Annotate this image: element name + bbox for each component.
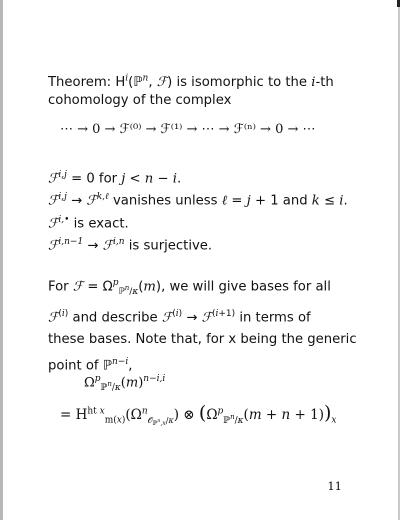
paragraph-line-3: these bases. Note that, for x being the generic	[48, 332, 357, 348]
theorem-line-1: Theorem: $H^i(ℙ^n$, ℱ) is isomorphic to the i-th	[48, 74, 334, 91]
condition-3: ℱ$^{i,•}$ is exact.	[48, 214, 129, 232]
paragraph-line-2: ℱ$^{(i)}$ and describe ℱ$^{(i)}$ → ℱ$^{(i+1)}$ in terms of	[48, 309, 311, 326]
formula-line-1: $\Omega^p_{ℙ^n/\kappa}(m)^{n-i,i}$	[84, 374, 166, 393]
theorem-statement	[48, 70, 366, 110]
condition-list	[48, 166, 366, 256]
theorem-line-2: cohomology of the complex	[48, 93, 232, 109]
paragraph-line-4: point of ℙ$^{n-i}$,	[48, 357, 133, 374]
complex-sequence: ⋯ → 0 → ℱ⁽⁰⁾ → ℱ⁽¹⁾ → ⋯ → ℱ⁽ⁿ⁾ → 0 → ⋯	[60, 122, 316, 137]
paragraph-line-1: For ℱ = $\Omega^p_{ℙ^n/\kappa}(m)$, we will give bases for all	[48, 278, 331, 298]
condition-1: ℱ$^{i,j}$ = 0 for j < n − i.	[48, 170, 182, 187]
condition-2: ℱ$^{i,j}$ → ℱ$^{k,\ell}$ vanishes unless ℓ = j + 1 and k ≤ i.	[48, 192, 348, 209]
condition-4: ℱ$^{i,n-1}$ → ℱ$^{i,n}$ is surjective.	[48, 237, 213, 254]
page-number: 11	[327, 479, 342, 493]
bases-paragraph	[48, 272, 366, 378]
formula-line-2: = $H^{ht x}_{m(x)}(\Omega^n_{𝒪_{ℙ^n,x}/\kappa})$ ⊗ $(\Omega^p_{ℙ^n/\kappa}(m + n + 1))_x$	[60, 402, 337, 428]
